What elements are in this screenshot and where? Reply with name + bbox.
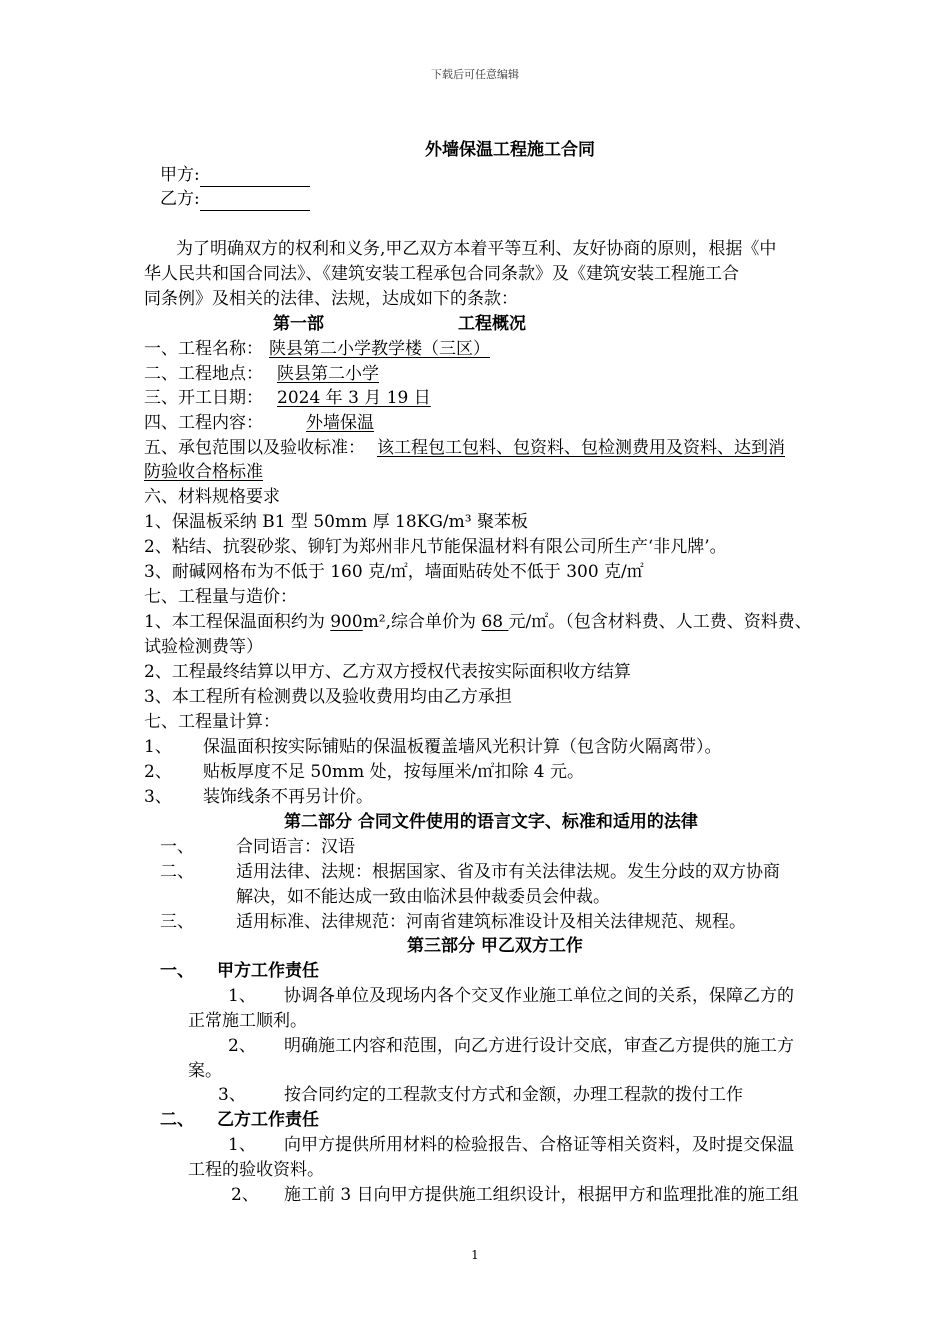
cost-item-1: 1、本工程保温面积约为 900m²,综合单价为 68 元/㎡。（包含材料费、人工费、资料费、 <box>144 612 812 632</box>
part1-heading-a: 第一部 <box>273 314 324 334</box>
cost-item-3: 3、本工程所有检测费以及验收费用均由乙方承担 <box>144 687 512 707</box>
project-name-value: 陕县第二小学教学楼（三区） <box>269 339 490 359</box>
start-date-value: 2024 年 3 月 19 日 <box>277 388 431 408</box>
unit-price-value: 68 <box>481 612 509 632</box>
part1-heading-b: 工程概况 <box>458 314 526 334</box>
scope-line-1: 五、承包范围以及验收标准： 该工程包工包料、包资料、包检测费用及资料、达到消 <box>144 438 785 458</box>
party-a-blank <box>200 168 310 187</box>
intro-line-2: 华人民共和国合同法》、《建筑安装工程承包合同条款》及《建筑安装工程施工合 <box>144 264 739 284</box>
party-b-line: 乙方: <box>160 187 310 211</box>
calc-item-1-text: 保温面积按实际铺贴的保温板覆盖墙风光积计算（包含防火隔离带）。 <box>203 737 722 757</box>
b-item-1-cont: 工程的验收资料。 <box>188 1160 324 1180</box>
cost-item-2: 2、工程最终结算以甲方、乙方双方授权代表按实际面积收方结算 <box>144 662 631 682</box>
scope-line-2 <box>144 460 263 484</box>
part2-item-2-num: 二、 <box>160 862 194 882</box>
part3-heading: 第三部分 甲乙双方工作 <box>407 936 583 956</box>
part2-item-3-num: 三、 <box>160 912 194 932</box>
header-note: 下载后可任意编辑 <box>431 68 519 81</box>
contract-title: 外墙保温工程施工合同 <box>425 140 595 160</box>
scope-value-1: 该工程包工包料、包资料、包检测费用及资料、达到消 <box>377 438 785 458</box>
a-item-1-cont: 正常施工顺利。 <box>188 1011 307 1031</box>
project-name-line: 一、工程名称： 陕县第二小学教学楼（三区） <box>144 337 496 361</box>
calc-item-3-num: 3、 <box>144 787 172 807</box>
party-b-blank <box>200 192 310 211</box>
calc-title: 七、工程量计算： <box>144 712 280 732</box>
area-value: 900 <box>330 612 363 632</box>
material-item-2: 2、粘结、抗裂砂浆、铆钉为郑州非凡节能保温材料有限公司所生产‘非凡牌’。 <box>144 537 727 557</box>
a-item-3-text: 按合同约定的工程款支付方式和金额，办理工程款的拨付工作 <box>284 1085 743 1105</box>
material-item-3: 3、耐碱网格布为不低于 160 克/㎡，墙面贴砖处不低于 300 克/㎡ <box>144 562 644 582</box>
part2-item-1-text: 合同语言：汉语 <box>236 837 355 857</box>
start-date-line: 三、开工日期： 2024 年 3 月 19 日 <box>144 386 482 410</box>
b-item-2-num: 2、 <box>231 1185 259 1205</box>
a-item-1-text: 协调各单位及现场内各个交叉作业施工单位之间的关系，保障乙方的 <box>284 986 794 1006</box>
a-item-2-num: 2、 <box>228 1036 256 1056</box>
material-item-1: 1、保温板采纳 B1 型 50mm 厚 18KG/m³ 聚苯板 <box>144 512 528 532</box>
part2-item-2-cont: 解决，如不能达成一致由临沭县仲裁委员会仲裁。 <box>236 887 610 907</box>
part2-item-3-text: 适用标准、法律规范：河南省建筑标准设计及相关法律规范、规程。 <box>236 912 746 932</box>
a-item-3-num: 3、 <box>218 1085 246 1105</box>
page-number: 1 <box>471 1248 479 1262</box>
scope-value-2: 防验收合格标准 <box>144 462 263 482</box>
a-item-1-num: 1、 <box>228 986 256 1006</box>
part2-item-1-num: 一、 <box>160 837 194 857</box>
materials-title: 六、材料规格要求 <box>144 487 280 507</box>
calc-item-3-text: 装饰线条不再另计价。 <box>203 787 373 807</box>
a-item-2-text: 明确施工内容和范围，向乙方进行设计交底，审查乙方提供的施工方 <box>284 1036 794 1056</box>
project-site-value: 陕县第二小学 <box>277 364 379 384</box>
cost-item-1-cont: 试验检测费等） <box>144 637 263 657</box>
party-a-line: 甲方: <box>160 163 310 187</box>
party-b-duty-title: 乙方工作责任 <box>217 1110 319 1130</box>
project-content-value: 外墙保温 <box>306 413 374 433</box>
intro-line-1: 为了明确双方的权利和义务,甲乙双方本着平等互利、友好协商的原则，根据《中 <box>176 239 777 259</box>
party-b-duty-num: 二、 <box>160 1110 194 1130</box>
calc-item-2-num: 2、 <box>144 762 172 782</box>
part2-item-2-text: 适用法律、法规：根据国家、省及市有关法律法规。发生分歧的双方协商 <box>236 862 780 882</box>
b-item-1-text: 向甲方提供所用材料的检验报告、合格证等相关资料，及时提交保温 <box>284 1135 794 1155</box>
intro-line-3: 同条例》及相关的法律、法规，达成如下的条款： <box>144 289 518 309</box>
project-site-line: 二、工程地点： 陕县第二小学 <box>144 362 467 386</box>
cost-title: 七、工程量与造价： <box>144 587 297 607</box>
calc-item-2-text: 贴板厚度不足 50mm 处，按每厘米/㎡扣除 4 元。 <box>203 762 585 782</box>
project-content-line: 四、工程内容： 外墙保温 <box>144 411 446 435</box>
a-item-2-cont: 案。 <box>188 1061 222 1081</box>
calc-item-1-num: 1、 <box>144 737 172 757</box>
party-a-duty-num: 一、 <box>160 961 194 981</box>
part2-heading: 第二部分 合同文件使用的语言文字、标准和适用的法律 <box>284 812 698 832</box>
b-item-2-text: 施工前 3 日向甲方提供施工组织设计，根据甲方和监理批准的施工组 <box>284 1185 799 1205</box>
b-item-1-num: 1、 <box>228 1135 256 1155</box>
party-a-duty-title: 甲方工作责任 <box>217 961 319 981</box>
